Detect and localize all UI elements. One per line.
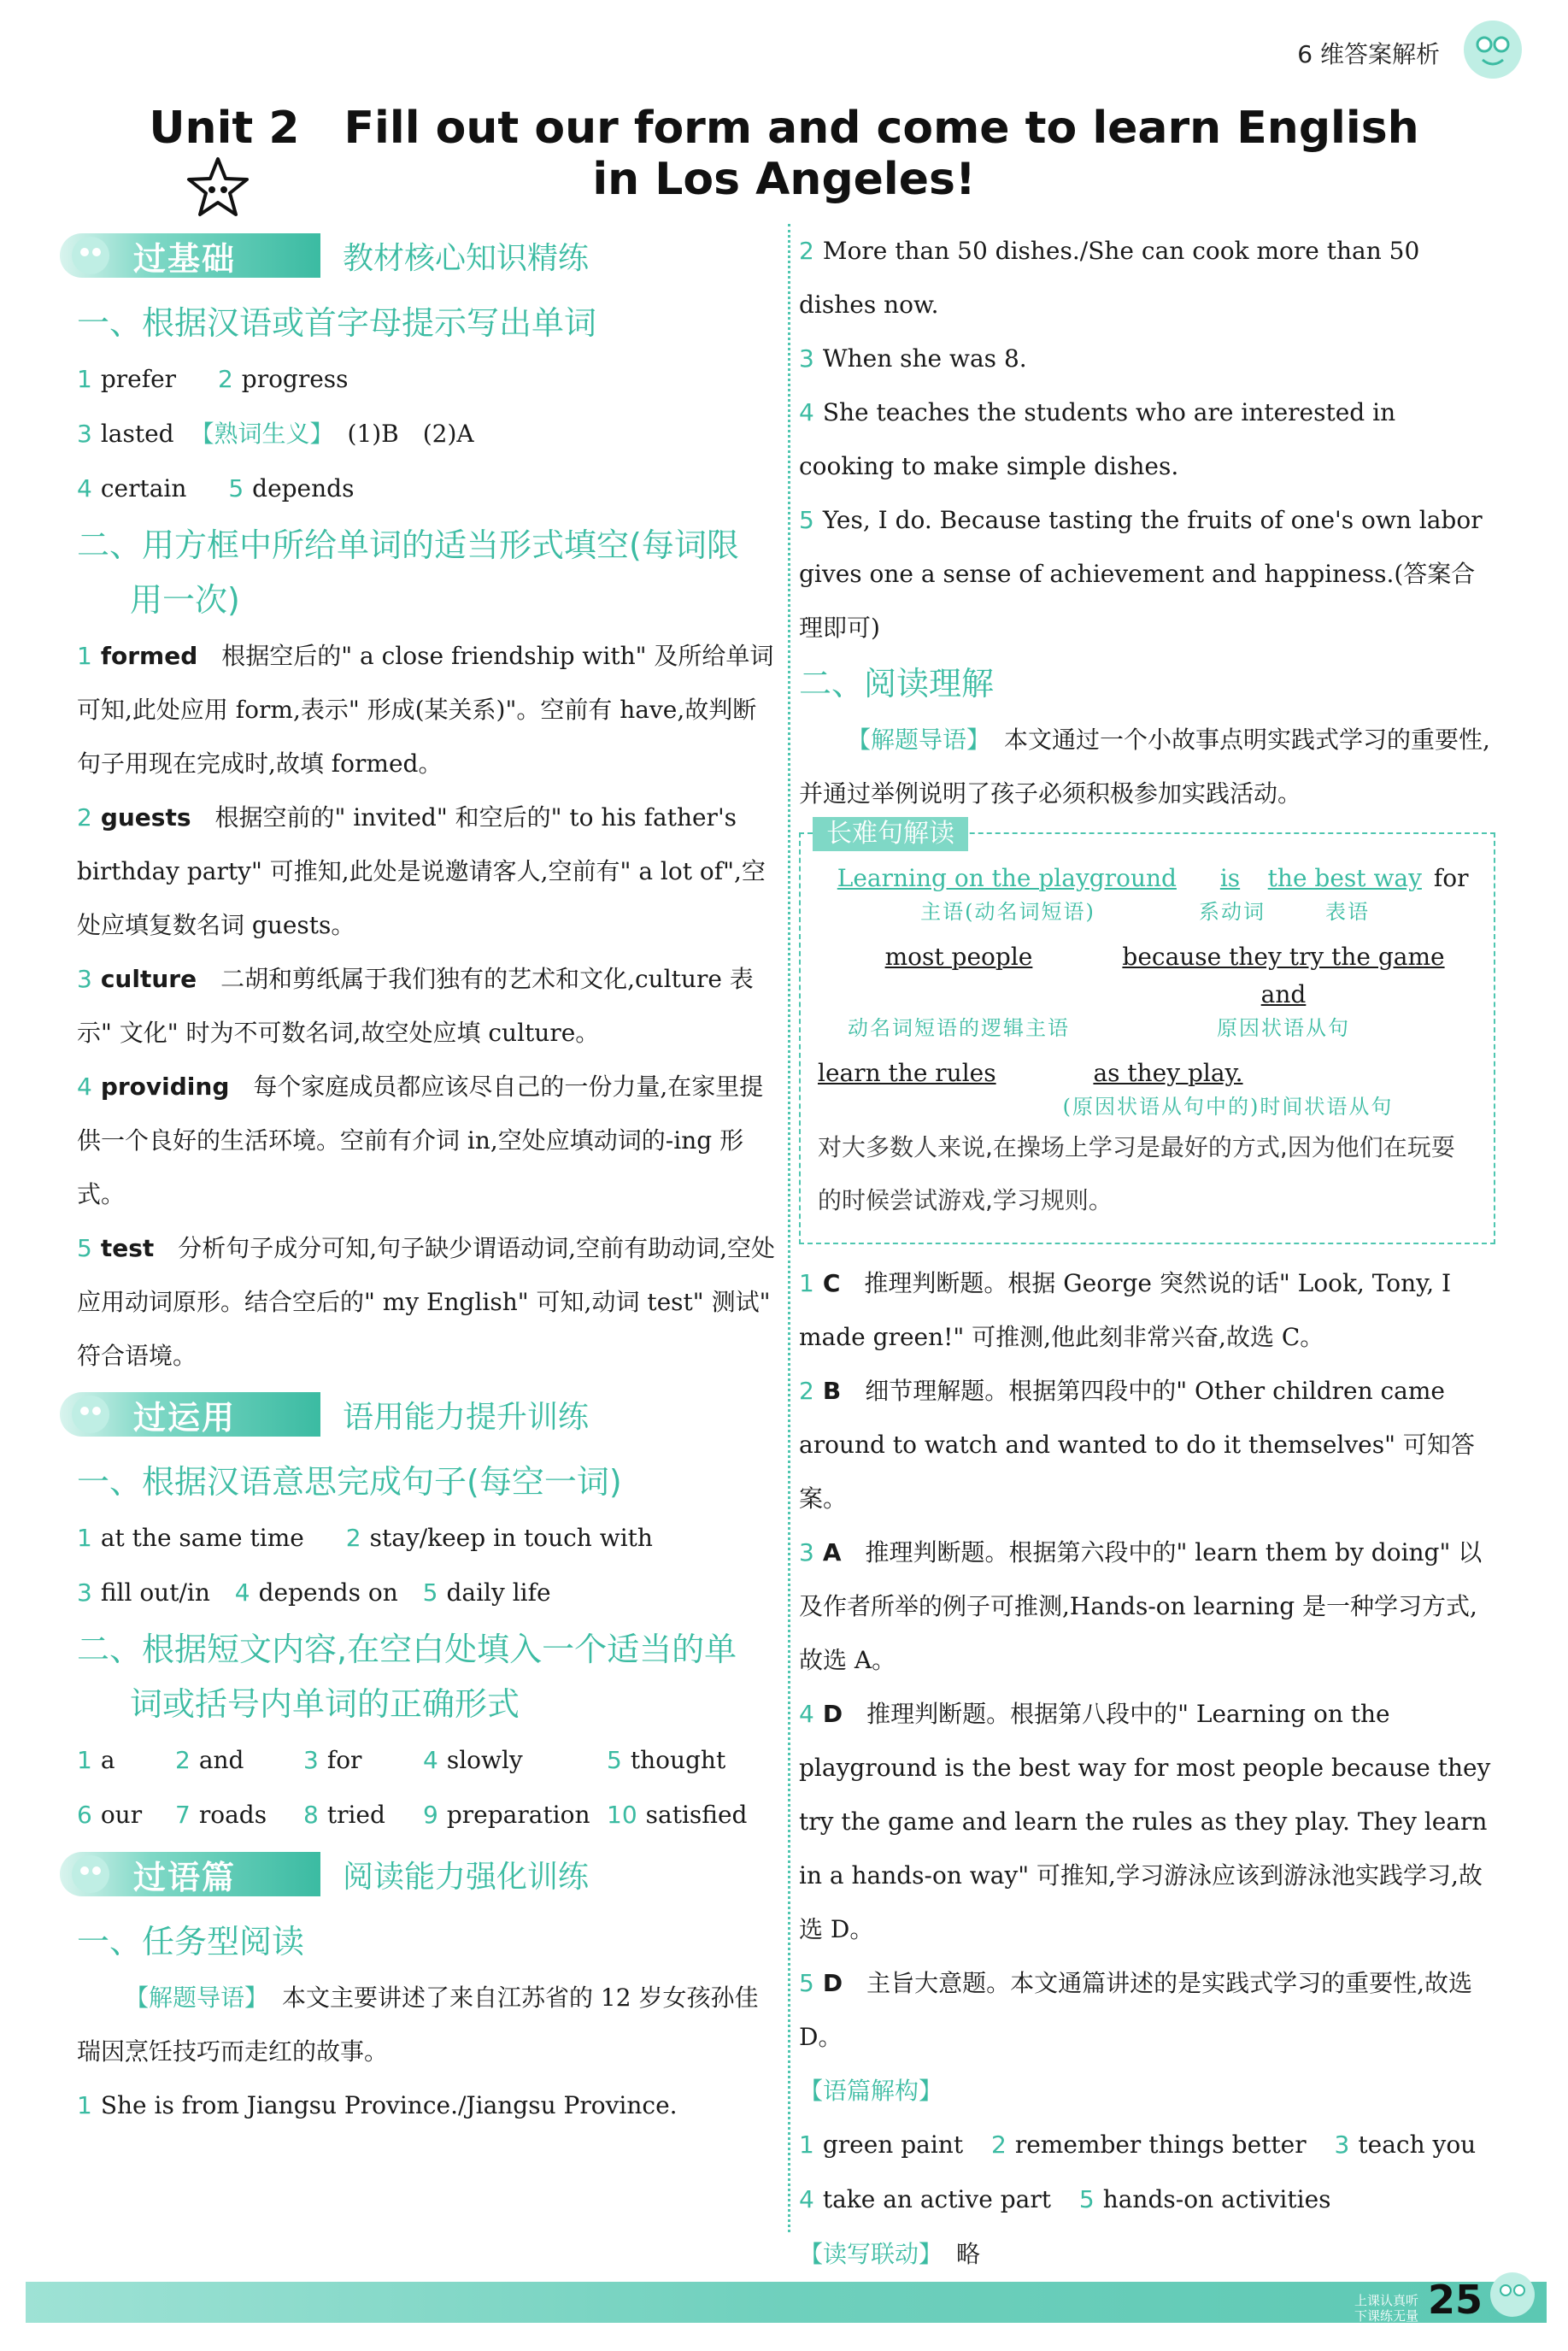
answer-text: guests xyxy=(100,803,191,832)
item-number: 4 xyxy=(799,1700,814,1728)
left-column xyxy=(77,224,778,2132)
answer-line xyxy=(77,1511,778,1566)
explanation-text: 每个家庭成员都应该尽自己的一份力量,在家里提供一个良好的生活环境。空前有介词 in,空处应填动词的-ing 形式。 xyxy=(77,1073,764,1208)
item-number: 4 xyxy=(799,2185,814,2213)
tag-label: 【解题导语】 xyxy=(125,1984,269,2012)
right-column xyxy=(799,224,1495,2282)
answer-text: She is from Jiangsu Province./Jiangsu Province. xyxy=(100,2091,678,2119)
item-number: 5 xyxy=(422,1578,438,1607)
guide-paragraph xyxy=(77,1971,778,2078)
answer-text: Yes, I do. Because tasting the fruits of one's own labor gives one a sense of achievement and happiness.(答案合理即可) xyxy=(799,506,1483,642)
tag-label: 【熟词生义】 xyxy=(190,420,334,448)
answer-text: D xyxy=(822,1969,843,1997)
tag-label: 【解题导语】 xyxy=(847,726,991,754)
section-band-usage xyxy=(60,1388,778,1441)
guide-text: 本文主要讲述了来自江苏省的 12 岁女孩孙佳瑞因烹饪技巧而走红的故事。 xyxy=(77,1984,759,2066)
answer-line xyxy=(799,224,1495,332)
item-number: 3 xyxy=(77,965,92,993)
item-number: 1 xyxy=(77,1524,92,1552)
item-number: 2 xyxy=(217,365,233,393)
item-number: 2 xyxy=(345,1524,361,1552)
answer-text: lasted xyxy=(100,420,174,448)
guide-paragraph xyxy=(799,713,1495,820)
answer-text: A xyxy=(822,1538,842,1566)
grammar-annotation: (原因状语从句中的)时间状语从句 xyxy=(1062,1095,1394,1119)
answer-text: a xyxy=(100,1746,115,1774)
part-heading: 一、根据汉语或首字母提示写出单词 xyxy=(77,304,597,342)
footer-band xyxy=(26,2282,1547,2323)
answer-line xyxy=(799,2172,1495,2227)
item-number: 1 xyxy=(77,642,92,670)
explanation-item xyxy=(77,952,778,1060)
part-heading-cont: 用一次) xyxy=(130,581,240,619)
answer-text: stay/keep in touch with xyxy=(369,1524,653,1552)
column-divider xyxy=(788,224,790,2232)
header-brand: 6 维答案解析 xyxy=(1297,40,1440,68)
item-number: 1 xyxy=(799,1269,814,1297)
item-number: 5 xyxy=(607,1746,622,1774)
tag-label: 【语篇解构】 xyxy=(799,2077,943,2105)
item-number: 5 xyxy=(1078,2185,1095,2213)
sentence-row xyxy=(818,938,1477,1014)
item-number: 5 xyxy=(77,1234,92,1262)
answer-text: slowly xyxy=(446,1746,523,1774)
item-number: 2 xyxy=(175,1746,191,1774)
answer-text: take an active part xyxy=(822,2185,1051,2213)
explanation-text: 二胡和剪纸属于我们独有的艺术和文化,culture 表示" 文化" 时为不可数名词,故空处应填 culture。 xyxy=(77,965,754,1047)
answer-line xyxy=(77,1733,778,1788)
answer-line xyxy=(77,1788,778,1843)
section-badge-label: 过语篇 xyxy=(133,1858,237,1896)
mascot-icon xyxy=(65,1390,116,1438)
sentence-row xyxy=(818,860,1477,897)
item-number: 7 xyxy=(175,1801,191,1829)
explanation-text: 分析句子成分可知,句子缺少谓语动词,空前有助动词,空处应用动词原形。结合空后的" my English" 可知,动词 test" 测试" 符合语境。 xyxy=(77,1234,775,1370)
item-number: 5 xyxy=(799,506,814,534)
item-number: 1 xyxy=(77,1746,92,1774)
explanation-text: 推理判断题。根据 George 突然说的话" Look, Tony, I made green!" 可推测,他此刻非常兴奋,故选 C。 xyxy=(799,1269,1452,1351)
answer-text: formed xyxy=(100,642,198,670)
item-number: 5 xyxy=(799,1969,814,1997)
item-number: 2 xyxy=(799,237,814,265)
item-number: 2 xyxy=(77,803,92,832)
translation-text: 对大多数人来说,在操场上学习是最好的方式,因为他们在玩耍的时候尝试游戏,学习规则。 xyxy=(818,1133,1455,1214)
item-number: 3 xyxy=(77,420,92,448)
section-badge-label: 过运用 xyxy=(133,1398,237,1437)
section-badge xyxy=(60,1852,320,1896)
item-number: 3 xyxy=(77,1578,92,1607)
part-heading: 一、任务型阅读 xyxy=(77,1923,305,1960)
answer-text: test xyxy=(100,1234,155,1262)
section-subtitle: 语用能力提升训练 xyxy=(343,1399,590,1435)
item-number: 9 xyxy=(423,1801,438,1829)
part-heading-cont: 词或括号内单词的正确形式 xyxy=(130,1685,520,1723)
part-heading: 二、用方框中所给单词的适当形式填空(每词限 xyxy=(77,526,739,564)
answer-line xyxy=(799,332,1495,385)
sentence-row xyxy=(818,1055,1477,1092)
title-line-1: Unit 2 Fill out our form and come to learn English xyxy=(149,103,1419,154)
section-badge xyxy=(60,233,320,278)
answer-text: hands-on activities xyxy=(1102,2185,1331,2213)
answer-text: depends on xyxy=(258,1578,398,1607)
item-number: 5 xyxy=(228,474,244,503)
item-number: 4 xyxy=(799,398,814,426)
answer-line xyxy=(799,2118,1495,2172)
explanation-text: 主旨大意题。本文通篇讲述的是实践式学习的重要性,故选 D。 xyxy=(799,1969,1472,2051)
answer-text: depends xyxy=(252,474,355,503)
sentence-chunk: learn the rules xyxy=(818,1059,996,1087)
sentence-chunk: the best way xyxy=(1267,864,1422,892)
answer-text: progress xyxy=(241,365,349,393)
grammar-annotation: 动名词短语的逻辑主语 xyxy=(848,1016,1070,1040)
part-heading: 二、阅读理解 xyxy=(799,665,995,702)
explanation-item xyxy=(77,629,778,791)
tag-line xyxy=(799,2064,1495,2118)
answer-text: green paint xyxy=(822,2131,964,2159)
explanation-text: 细节理解题。根据第四段中的" Other children came around to watch and wanted to do it themselves" 可知答案。 xyxy=(799,1377,1475,1513)
answer-text: prefer xyxy=(100,365,177,393)
answer-line xyxy=(77,2078,778,2132)
annotation-row xyxy=(818,897,1477,926)
tag-label: 【读写联动】 xyxy=(799,2240,943,2268)
item-number: 1 xyxy=(77,2091,92,2119)
answer-text: D xyxy=(822,1700,843,1728)
section-subtitle: 阅读能力强化训练 xyxy=(343,1859,590,1895)
footer-slogan-line: 下课练无量 xyxy=(1354,2308,1418,2324)
explanation-item xyxy=(77,1060,778,1221)
answer-line xyxy=(77,407,778,461)
answer-line xyxy=(799,2227,1495,2282)
item-number: 4 xyxy=(77,474,92,503)
grammar-annotation: 表语 xyxy=(1325,900,1370,924)
item-number: 1 xyxy=(799,2131,814,2159)
mascot-icon xyxy=(65,232,116,279)
answer-text: and xyxy=(198,1746,244,1774)
star-mascot-icon xyxy=(184,154,252,222)
mascot-icon xyxy=(65,1850,116,1898)
item-number: 4 xyxy=(423,1746,438,1774)
section-badge xyxy=(60,1392,320,1437)
item-number: 3 xyxy=(1334,2131,1350,2159)
answer-text: fill out/in xyxy=(100,1578,210,1607)
mascot-icon xyxy=(1452,15,1534,84)
item-number: 10 xyxy=(607,1801,637,1829)
box-label: 长难句解读 xyxy=(813,817,968,851)
item-number: 4 xyxy=(234,1578,250,1607)
grammar-annotation: 系动词 xyxy=(1199,900,1266,924)
answer-text: (1)B (2)A xyxy=(347,420,474,448)
explanation-item xyxy=(799,1256,1495,1364)
explanation-text: 根据空前的" invited" 和空后的" to his father's birthday party" 可推知,此处是说邀请客人,空前有" a lot of",空处应填复数名词 guests。 xyxy=(77,803,766,939)
item-number: 2 xyxy=(799,1377,814,1405)
explanation-text: 推理判断题。根据第六段中的" learn them by doing" 以及作者所举的例子可推测,Hands-on learning 是一种学习方式,故选 A。 xyxy=(799,1538,1483,1674)
answer-text: daily life xyxy=(446,1578,551,1607)
footer-slogan xyxy=(1354,2293,1418,2324)
item-number: 3 xyxy=(799,344,814,373)
sentence-chunk: most people xyxy=(884,943,1033,971)
grammar-annotation: 主语(动名词短语) xyxy=(920,900,1095,924)
answer-text: at the same time xyxy=(100,1524,304,1552)
answer-text: More than 50 dishes./She can cook more than 50 dishes now. xyxy=(799,237,1420,319)
page-number: 25 xyxy=(1427,2277,1483,2323)
part-heading: 二、根据短文内容,在空白处填入一个适当的单 xyxy=(77,1631,737,1668)
part-heading: 一、根据汉语意思完成句子(每空一词) xyxy=(77,1463,622,1501)
explanation-item xyxy=(799,1525,1495,1687)
answer-text: our xyxy=(100,1801,143,1829)
grammar-annotation: 原因状语从句 xyxy=(1217,1016,1350,1040)
item-number: 6 xyxy=(77,1801,92,1829)
item-number: 4 xyxy=(77,1073,92,1101)
explanation-item xyxy=(77,1221,778,1383)
answer-text: certain xyxy=(100,474,187,503)
title-line-2: in Los Angeles! xyxy=(592,154,976,205)
section-subtitle: 教材核心知识精练 xyxy=(343,240,590,276)
answer-text: for xyxy=(326,1746,362,1774)
answer-text: 略 xyxy=(956,2240,981,2268)
item-number: 1 xyxy=(77,365,92,393)
answer-text: She teaches the students who are interested in cooking to make simple dishes. xyxy=(799,398,1396,480)
sentence-chunk: for xyxy=(1433,864,1469,892)
explanation-text: 根据空后的" a close friendship with" 及所给单词可知,此处应用 form,表示" 形成(某关系)"。空前有 have,故判断句子用现在完成时,故填 formed。 xyxy=(77,642,774,778)
answer-text: culture xyxy=(100,965,197,993)
footer-slogan-line: 上课认真听 xyxy=(1354,2293,1418,2308)
section-band-basics xyxy=(60,229,778,282)
section-badge-label: 过基础 xyxy=(133,239,237,278)
answer-text: teach you xyxy=(1358,2131,1477,2159)
answer-text: providing xyxy=(100,1073,230,1101)
answer-text: tried xyxy=(326,1801,385,1829)
sentence-chunk: is xyxy=(1219,864,1241,892)
explanation-item xyxy=(799,1687,1495,1956)
item-number: 2 xyxy=(990,2131,1007,2159)
answer-line xyxy=(799,493,1495,655)
explanation-item xyxy=(799,1956,1495,2064)
answer-text: B xyxy=(822,1377,842,1405)
annotation-row xyxy=(818,1092,1477,1121)
answer-text: roads xyxy=(198,1801,267,1829)
annotation-row xyxy=(818,1014,1477,1043)
answer-line xyxy=(77,461,778,516)
mascot-icon xyxy=(1483,2265,1542,2325)
sentence-chunk: because they try the game and xyxy=(1122,943,1445,1008)
item-number: 3 xyxy=(799,1538,814,1566)
explanation-item xyxy=(799,1364,1495,1525)
answer-text: satisfied xyxy=(645,1801,748,1829)
answer-line xyxy=(799,385,1495,493)
explanation-text: 推理判断题。根据第八段中的" Learning on the playground is the best way for most people because they try the game and learn the rules as they play. They learn in a hands-on way" 可推知,学习游泳应该到游泳池实践学习,故选 D。 xyxy=(799,1700,1491,1943)
answer-line xyxy=(77,1566,778,1620)
answer-text: preparation xyxy=(446,1801,590,1829)
answer-text: C xyxy=(822,1269,841,1297)
answer-text: thought xyxy=(630,1746,726,1774)
guide-text: 本文通过一个小故事点明实践式学习的重要性,并通过举例说明了孩子必须积极参加实践活动。 xyxy=(799,726,1490,808)
item-number: 3 xyxy=(303,1746,319,1774)
answer-text: When she was 8. xyxy=(822,344,1027,373)
long-sentence-box xyxy=(799,819,1495,1244)
sentence-chunk: Learning on the playground xyxy=(837,864,1177,892)
answer-line xyxy=(77,352,778,407)
item-number: 8 xyxy=(303,1801,319,1829)
section-band-reading xyxy=(60,1848,778,1901)
sentence-chunk: as they play. xyxy=(1093,1059,1243,1087)
answer-text: remember things better xyxy=(1014,2131,1307,2159)
explanation-item xyxy=(77,791,778,952)
